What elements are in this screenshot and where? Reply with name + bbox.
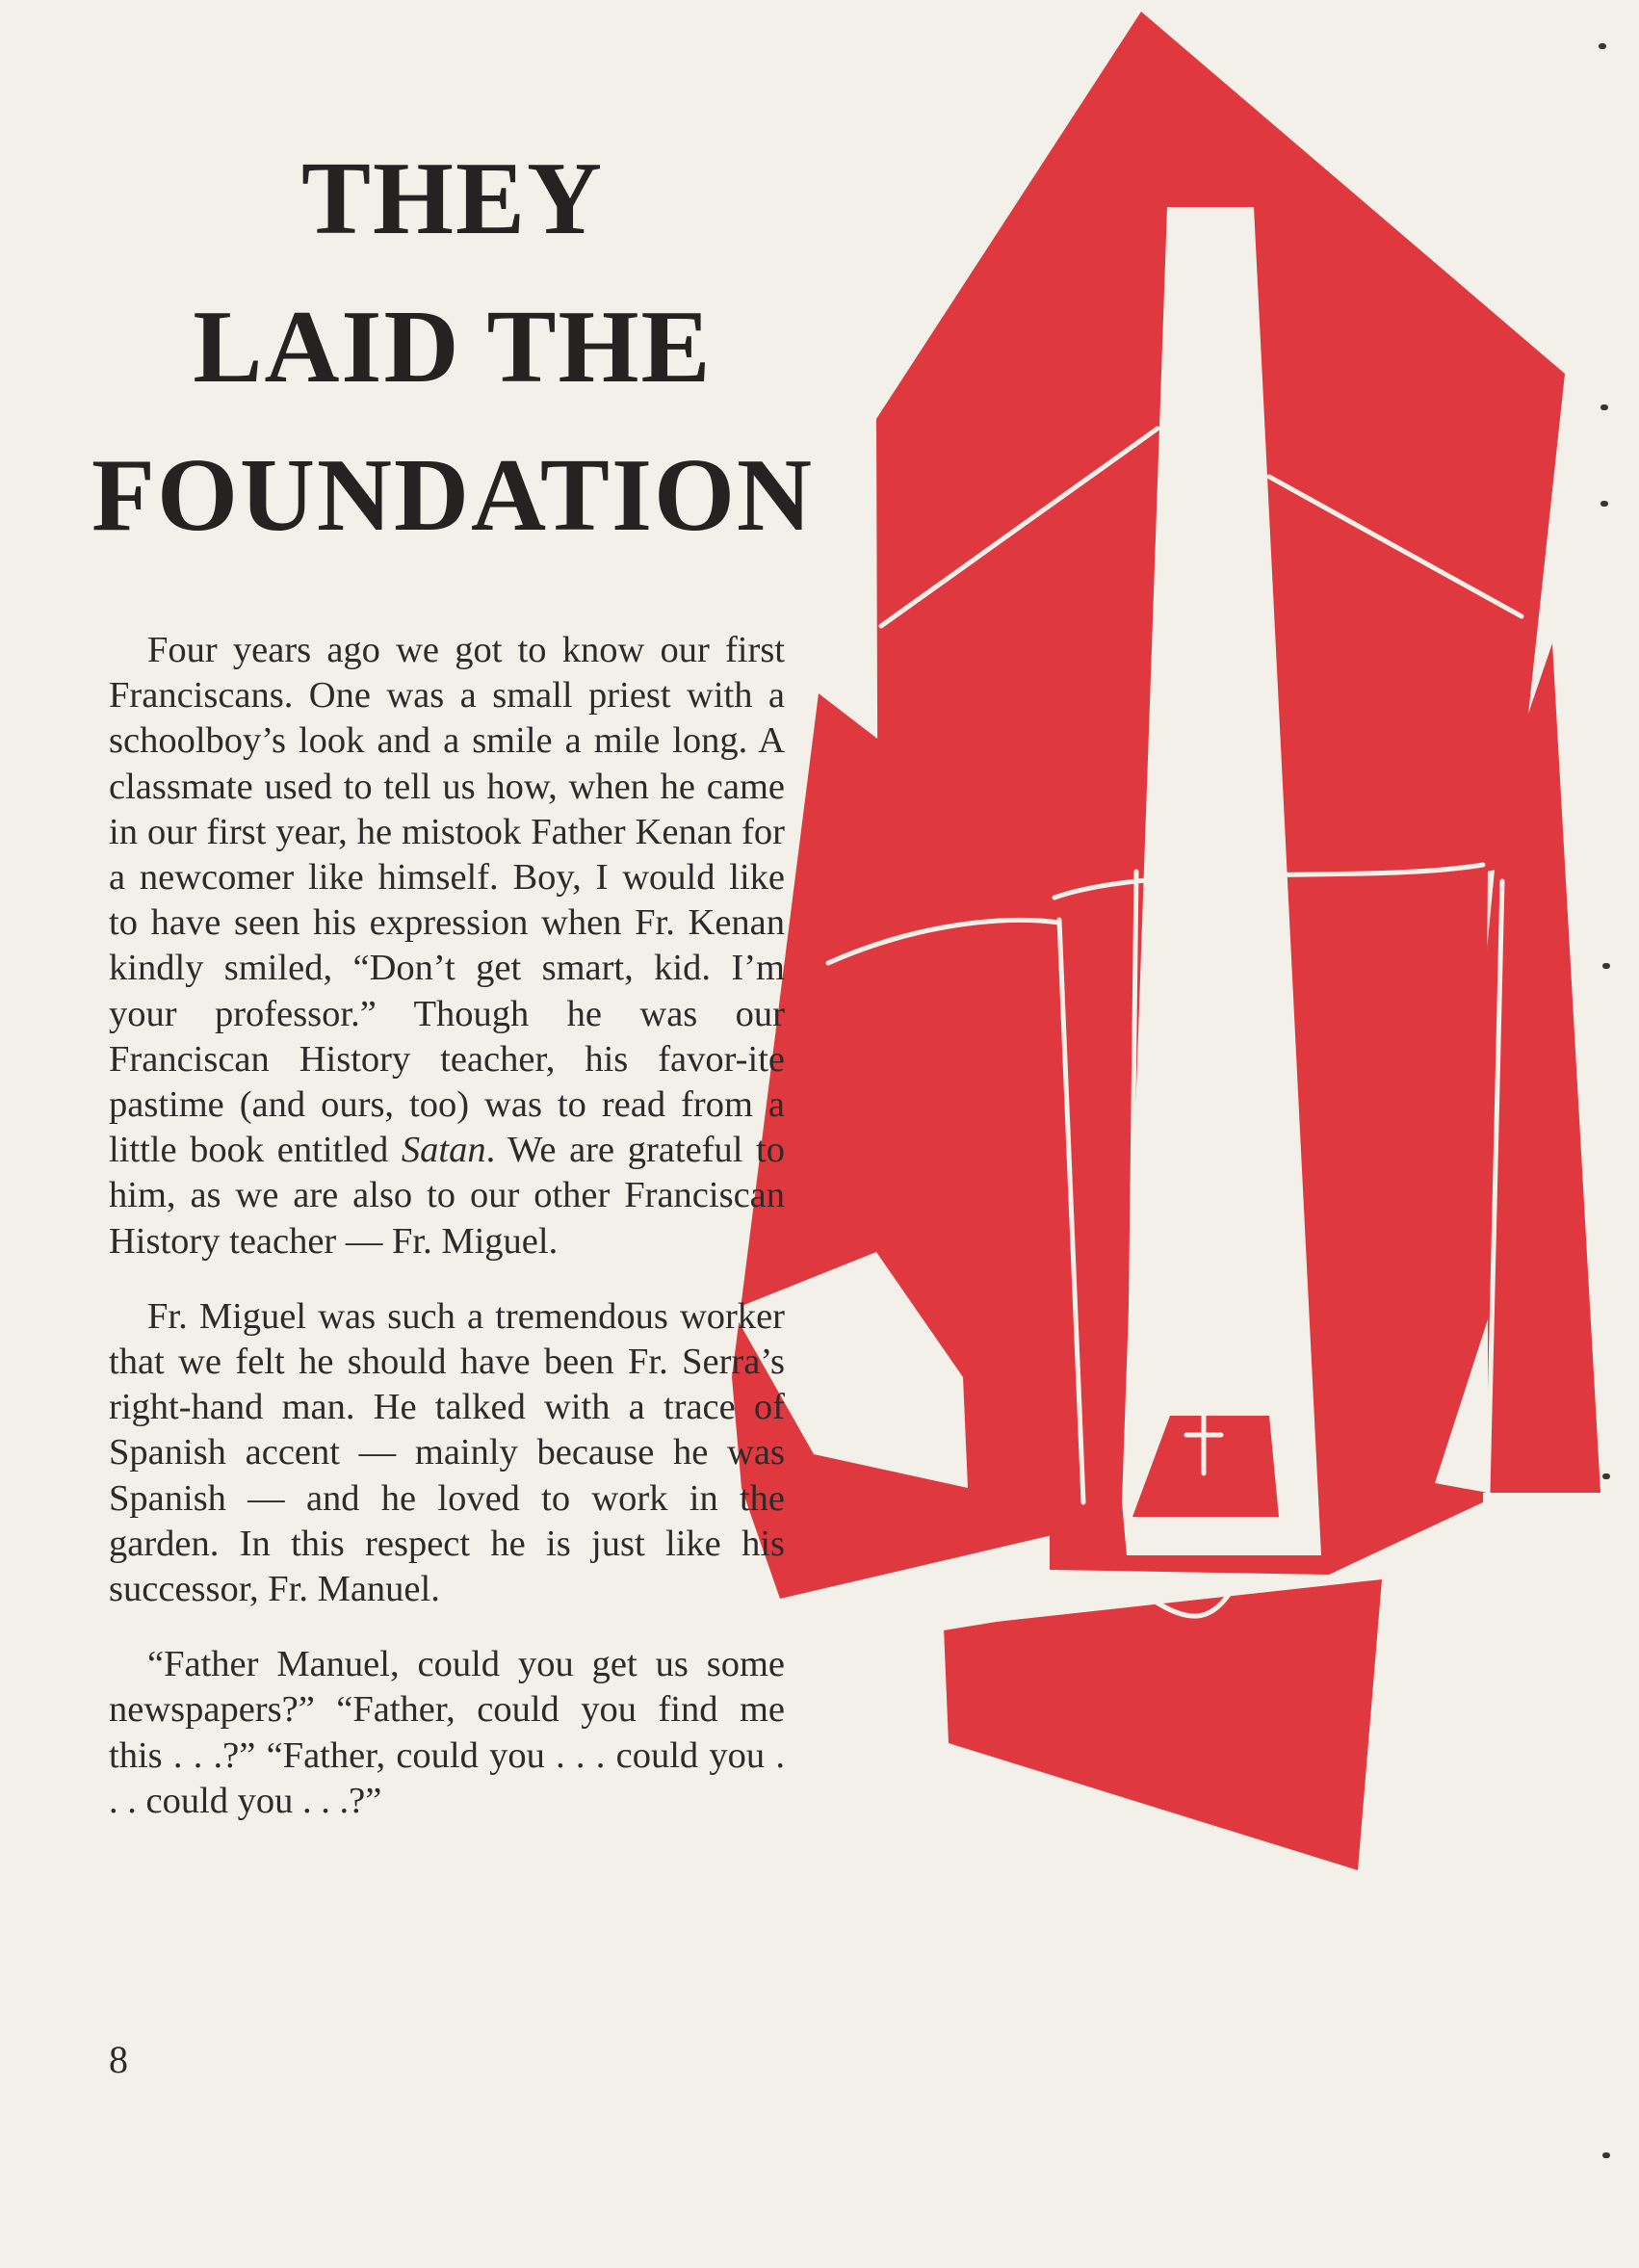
- paragraph-3: [109, 1642, 785, 1824]
- skirt-shape: [944, 1579, 1382, 1870]
- paragraph-2: [109, 1294, 785, 1612]
- article-body: [109, 628, 785, 1854]
- title-line-1: THEY: [300, 142, 605, 256]
- paragraph-3-text: “Father Manuel, could you get us some newspapers?” “Father, could you find me this . . .?” “Father, could you . . . could you . . . could you . . .?”: [109, 1644, 785, 1821]
- page-title: [87, 125, 819, 570]
- paragraph-1-tail: . We are grateful to him, as we are also to our other Franciscan History teacher — Fr. Miguel.: [109, 1130, 785, 1262]
- title-line-2: LAID THE: [193, 290, 713, 404]
- title-line-3: FOUNDATION: [91, 438, 814, 553]
- paragraph-1: [109, 628, 785, 1264]
- binding-hole-mark: [1602, 1473, 1610, 1479]
- binding-hole-mark: [1600, 501, 1608, 507]
- binding-hole-mark: [1599, 43, 1606, 49]
- paragraph-2-text: Fr. Miguel was such a tremendous worker that we felt he should have been Fr. Serra’s right-hand man. He talked with a trace of Spanish accent — mainly because he was Spanish — and he loved to work in the garden. In this respect he is just like his successor, Fr. Manuel.: [109, 1295, 785, 1610]
- paragraph-1-text: Four years ago we got to know our first Franciscans. One was a small priest with a schoolboy’s look and a smile a mile long. A classmate used to tell us how, when he came in our first year, he mistook Father Kenan for a newcomer like himself. Boy, I would like to have seen his expression when Fr. Kenan kindly smiled, “Don’t get smart, kid. I’m your professor.” Though he was our Franciscan History teacher, his favor-ite pastime (and ours, too) was to read from a little book entitled: [109, 630, 785, 1171]
- binding-hole-mark: [1602, 2152, 1610, 2158]
- binding-hole-mark: [1602, 963, 1610, 969]
- page-number: 8: [109, 2038, 128, 2081]
- book-title: Satan: [401, 1130, 486, 1171]
- binding-hole-mark: [1600, 404, 1608, 410]
